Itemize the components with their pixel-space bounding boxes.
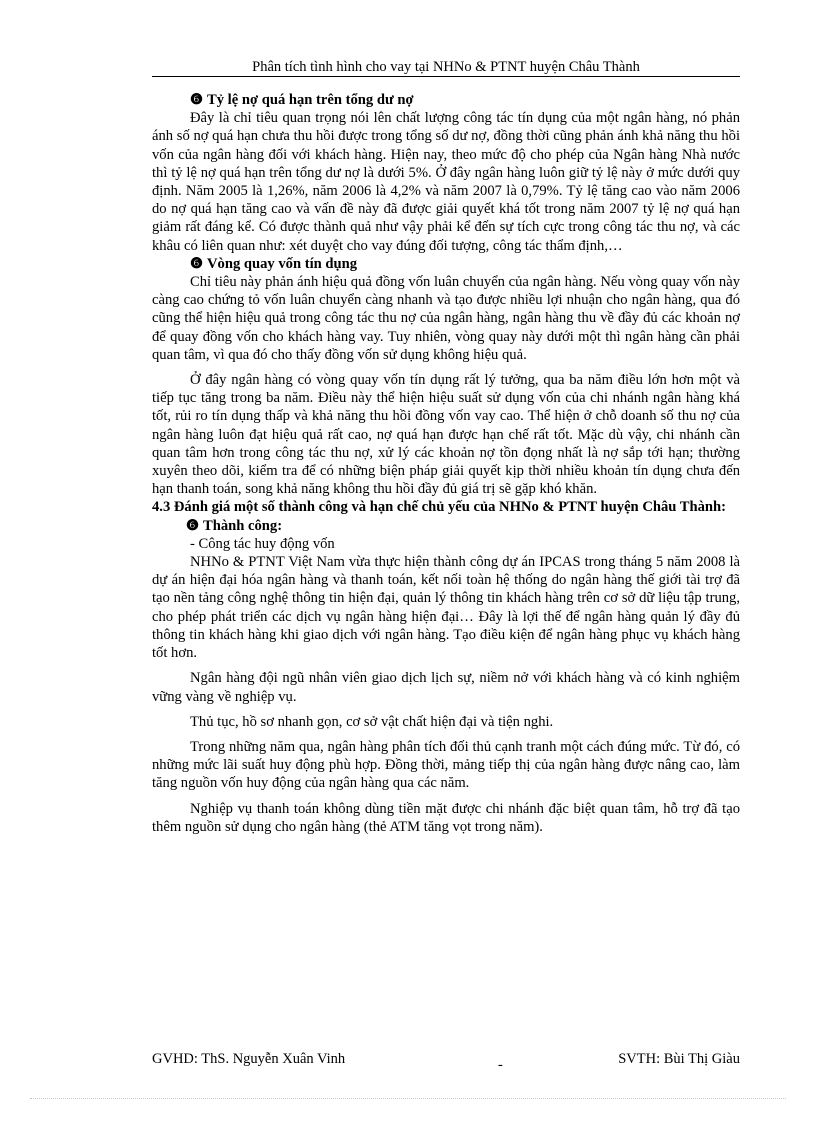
heading-overdue-ratio: [152, 91, 740, 109]
heading-text: Tỷ lệ nợ quá hạn trên tổng dư nợ: [207, 92, 414, 108]
subheading-text: Thành công:: [203, 517, 283, 534]
paragraph-competition: Trong những năm qua, ngân hàng phân tích đối thủ cạnh tranh một cách đúng mức. Từ đó, có những mức lãi suất huy động phù hợp. Đồng thời, mảng tiếp thị của ngân hàng được nâng cao, làm tăng nguồn vốn huy động của ngân hàng qua các năm.: [152, 738, 740, 792]
footer-student: SVTH: Bùi Thị Giàu: [618, 1051, 740, 1067]
paragraph-credit-turnover: Chỉ tiêu này phản ánh hiệu quả đồng vốn luân chuyển của ngân hàng. Nếu vòng quay vốn này càng cao chứng tỏ vốn luân chuyển càng nhanh và tạo được nhiều lợi nhuận cho ngân hàng, qua đó cũng thể hiện hiệu quả trong công tác thu nợ của ngân hàng, ngân hàng thu về đầy đủ các khoản nợ để quay đồng vốn cho khách hàng vay. Tuy nhiên, vòng quay này dưới một thì ngân hàng cần phải quan tâm, vì qua đó cho thấy đồng vốn sử dụng không hiệu quả.: [152, 274, 740, 363]
header-rule: [152, 76, 740, 77]
bullet-icon: ❻: [190, 92, 204, 108]
section-title: 4.3 Đánh giá một số thành công và hạn chế chủ yếu của NHNo & PTNT huyện Châu Thành:: [152, 499, 727, 516]
paragraph-turnover-analysis: Ở đây ngân hàng có vòng quay vốn tín dụng rất lý tưởng, qua ba năm điều lớn hơn một và tiếp tục tăng trong ba năm. Điều này thể hiện hiệu suất sử dụng vốn của chi nhánh ngân hàng khá tốt, rủi ro tín dụng thấp và khả năng thu hồi đồng vốn vay cao. Thể hiện ở chỗ doanh số thu nợ của ngân hàng luôn đạt hiệu quả rất cao, nợ quá hạn được hạn chế rất tốt. Mặc dù vậy, chi nhánh cần quan tâm hơn trong công tác thu nợ, xử lý các khoản nợ tồn đọng nhất là nợ sắp tới hạn; thường xuyên theo dõi, kiểm tra để có những biện pháp giải quyết kịp thời nhiều khoản tín dụng chưa đến hạn thanh toán, song khả năng không thu hồi đầy đủ giá trị sẽ gặp khó khăn.: [152, 372, 740, 498]
footer-page-number: -: [498, 1057, 503, 1073]
paragraph-ipcas: NHNo & PTNT Việt Nam vừa thực hiện thành công dự án IPCAS trong tháng 5 năm 2008 là dự án hiện đại hóa ngân hàng và thanh toán, kết nối toàn hệ thống do ngân hàng thế giới tài trợ đã tạo nền tảng công nghệ thông tin hiện đại, quản lý thông tin khách hàng trên cơ sở dữ liệu tập trung, cho phép phát triển các dịch vụ ngân hàng hiện đại… Đây là lợi thế để ngân hàng quản lý đầy đủ thông tin khách hàng khi giao dịch với ngân hàng. Tạo điều kiện để ngân hàng phục vụ khách hàng tốt hơn.: [152, 554, 740, 662]
paragraph-overdue-ratio: Đây là chỉ tiêu quan trọng nói lên chất lượng công tác tín dụng của một ngân hàng, nó phản ánh số nợ quá hạn chưa thu hồi được trong tổng số dư nợ, đồng thời cũng phản ánh khả năng thu hồi vốn của ngân hàng đối với khách hàng. Hiện nay, theo mức độ cho phép của Ngân hàng Nhà nước thì tỷ lệ nợ quá hạn trên tổng dư nợ là dưới 5%. Ở đây ngân hàng luôn giữ tỷ lệ này ở mức dưới quy định. Năm 2005 là 1,26%, năm 2006 là 4,2% và năm 2007 là 0,79%. Tỷ lệ tăng cao vào năm 2006 do nợ quá hạn tăng cao và vấn đề này đã được giải quyết khá tốt trong năm 2007 tỷ lệ nợ quá hạn giảm rất đáng kể. Có được thành quả như vậy phải kể đến sự tích cực trong công tác thu nợ, và các khâu có liên quan như: xét duyệt cho vay đúng đối tượng, công tác thẩm định,…: [152, 110, 740, 254]
footer-supervisor: GVHD: ThS. Nguyễn Xuân Vinh: [152, 1051, 346, 1067]
bullet-icon: ❻: [186, 517, 200, 534]
heading-credit-turnover: [152, 255, 740, 273]
paragraph-procedures: Thủ tục, hồ sơ nhanh gọn, cơ sở vật chất hiện đại và tiện nghi.: [190, 713, 554, 730]
heading-text: Vòng quay vốn tín dụng: [207, 255, 358, 272]
page-content: [152, 91, 740, 836]
bullet-icon: ❻: [190, 255, 204, 272]
page-header: Phân tích tình hình cho vay tại NHNo & PTNT huyện Châu Thành: [252, 59, 640, 75]
bottom-divider: [30, 1098, 786, 1099]
paragraph-staff: Ngân hàng đội ngũ nhân viên giao dịch lịch sự, niềm nở với khách hàng và có kinh nghiệm vững vàng về nghiệp vụ.: [152, 670, 740, 705]
paragraph-cashless: Nghiệp vụ thanh toán không dùng tiền mặt được chi nhánh đặc biệt quan tâm, hỗ trợ đã tạo thêm nguồn sử dụng cho ngân hàng (thẻ ATM tăng vọt trong năm).: [152, 800, 740, 835]
list-item-capital-mobilization: - Công tác huy động vốn: [190, 535, 335, 552]
subheading-successes: [152, 517, 740, 535]
